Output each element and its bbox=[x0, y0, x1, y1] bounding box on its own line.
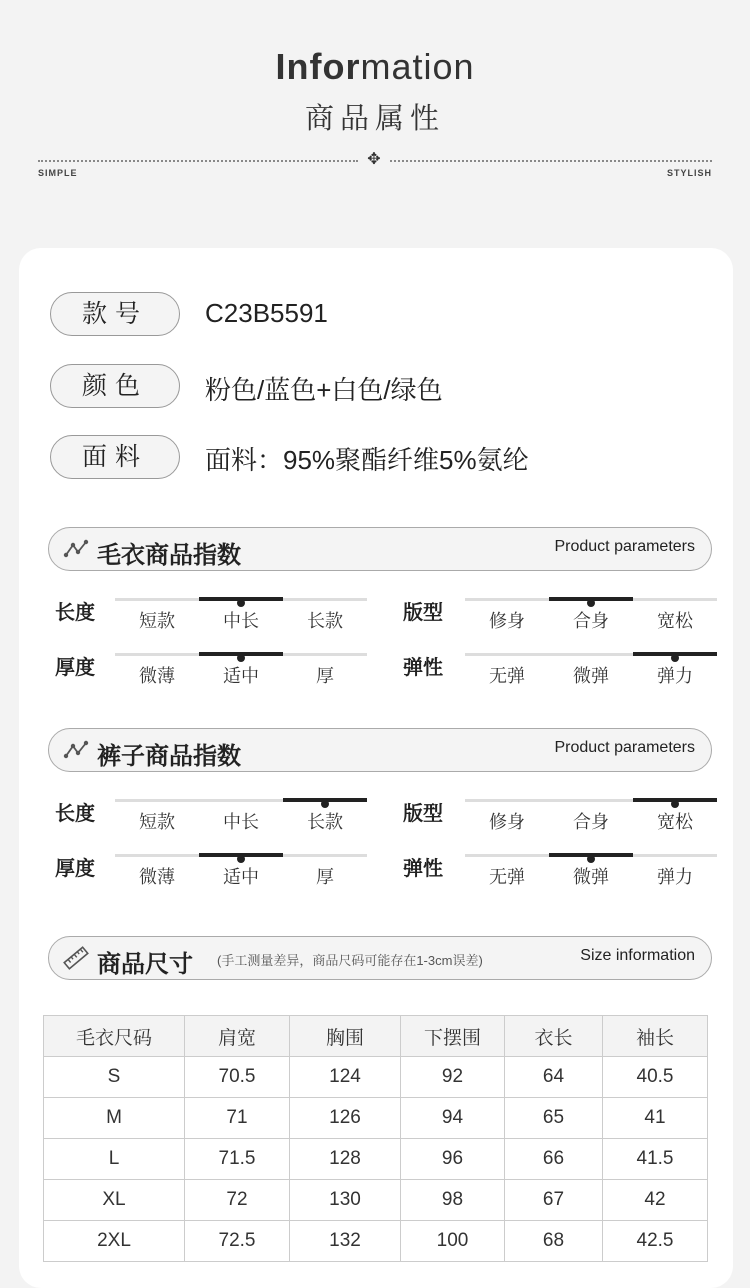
sweater-index-title: 毛衣商品指数 bbox=[97, 542, 241, 569]
color-value: 粉色/蓝色+白色/绿色 bbox=[205, 375, 443, 405]
table-cell: 94 bbox=[401, 1098, 505, 1139]
table-row bbox=[44, 1098, 708, 1139]
pants-thickness-label: 厚度 bbox=[55, 858, 95, 880]
scale-option: 合身 bbox=[573, 812, 609, 832]
table-cell: 66 bbox=[505, 1139, 603, 1180]
scale-option: 厚 bbox=[316, 867, 334, 887]
pants-length-label: 长度 bbox=[55, 803, 95, 825]
size-section-bar bbox=[48, 936, 712, 980]
table-header-cell: 毛衣尺码 bbox=[44, 1016, 185, 1057]
scale-option: 修身 bbox=[489, 611, 525, 631]
pants-thickness-scale bbox=[115, 854, 367, 887]
table-cell: 42.5 bbox=[603, 1221, 708, 1262]
table-cell: 130 bbox=[290, 1180, 401, 1221]
table-cell: S bbox=[44, 1057, 185, 1098]
table-cell: 128 bbox=[290, 1139, 401, 1180]
table-cell: M bbox=[44, 1098, 185, 1139]
table-cell: 42 bbox=[603, 1180, 708, 1221]
style-number-label: 款号 bbox=[50, 292, 180, 336]
pants-index-bar bbox=[48, 728, 712, 772]
table-cell: 72.5 bbox=[185, 1221, 290, 1262]
scale-option: 修身 bbox=[489, 812, 525, 832]
sweater-length-label: 长度 bbox=[55, 602, 95, 624]
sweater-fit-scale bbox=[465, 598, 717, 631]
scale-marker bbox=[321, 800, 329, 808]
scale-option: 中长 bbox=[223, 812, 259, 832]
table-cell: 67 bbox=[505, 1180, 603, 1221]
scale-option: 厚 bbox=[316, 666, 334, 686]
sweater-elasticity-scale bbox=[465, 653, 717, 686]
scale-marker bbox=[587, 599, 595, 607]
table-cell: 68 bbox=[505, 1221, 603, 1262]
pants-elasticity-label: 弹性 bbox=[403, 858, 443, 880]
table-cell: 96 bbox=[401, 1139, 505, 1180]
scale-option: 短款 bbox=[139, 812, 175, 832]
table-header-row bbox=[44, 1016, 708, 1057]
scale-marker bbox=[237, 855, 245, 863]
table-cell: 41 bbox=[603, 1098, 708, 1139]
pants-length-scale bbox=[115, 799, 367, 832]
table-cell: 100 bbox=[401, 1221, 505, 1262]
pants-elasticity-scale bbox=[465, 854, 717, 887]
table-header-cell: 袖长 bbox=[603, 1016, 708, 1057]
size-table bbox=[43, 1015, 708, 1262]
ruler-icon bbox=[63, 945, 89, 971]
table-cell: 65 bbox=[505, 1098, 603, 1139]
table-cell: 71.5 bbox=[185, 1139, 290, 1180]
sweater-fit-label: 版型 bbox=[403, 602, 443, 624]
title-en-bold: Infor bbox=[275, 46, 361, 87]
table-cell: 98 bbox=[401, 1180, 505, 1221]
table-cell: 64 bbox=[505, 1057, 603, 1098]
stylish-tag: STYLISH bbox=[666, 168, 712, 178]
sweater-length-scale bbox=[115, 598, 367, 631]
size-section-note: (手工测量差异，商品尺码可能存在1-3cm误差) bbox=[217, 953, 483, 968]
divider-left bbox=[38, 160, 358, 162]
sweater-thickness-label: 厚度 bbox=[55, 657, 95, 679]
table-cell: 41.5 bbox=[603, 1139, 708, 1180]
scale-option: 适中 bbox=[223, 666, 259, 686]
table-cell: L bbox=[44, 1139, 185, 1180]
sweater-index-bar bbox=[48, 527, 712, 571]
scale-option: 弹力 bbox=[657, 867, 693, 887]
size-section-title: 商品尺寸 bbox=[97, 951, 193, 978]
size-section-en: Size information bbox=[580, 947, 695, 964]
scale-option: 宽松 bbox=[657, 812, 693, 832]
table-cell: 126 bbox=[290, 1098, 401, 1139]
title-cn: 商品属性 bbox=[304, 103, 445, 135]
scale-option: 无弹 bbox=[489, 666, 525, 686]
table-cell: 71 bbox=[185, 1098, 290, 1139]
style-number-value: C23B5591 bbox=[205, 298, 328, 328]
trend-line-icon bbox=[63, 539, 89, 559]
scale-option: 短款 bbox=[139, 611, 175, 631]
scale-option: 长款 bbox=[307, 812, 343, 832]
scale-option: 微薄 bbox=[139, 867, 175, 887]
scale-option: 微弹 bbox=[573, 666, 609, 686]
scale-marker bbox=[587, 855, 595, 863]
table-row bbox=[44, 1139, 708, 1180]
scale-marker bbox=[671, 800, 679, 808]
divider-right bbox=[390, 160, 712, 162]
scale-option: 微薄 bbox=[139, 666, 175, 686]
table-header-cell: 胸围 bbox=[290, 1016, 401, 1057]
table-cell: 72 bbox=[185, 1180, 290, 1221]
sweater-elasticity-label: 弹性 bbox=[403, 657, 443, 679]
table-cell: 124 bbox=[290, 1057, 401, 1098]
title-en-light: mation bbox=[360, 46, 475, 87]
fabric-value: 面料：95%聚酯纤维5%氨纶 bbox=[205, 445, 529, 475]
table-cell: 2XL bbox=[44, 1221, 185, 1262]
scale-marker bbox=[671, 654, 679, 662]
scale-marker bbox=[237, 599, 245, 607]
pants-index-en: Product parameters bbox=[554, 739, 695, 756]
sweater-index-en: Product parameters bbox=[554, 538, 695, 555]
title-en bbox=[0, 46, 750, 88]
ornament-icon: ✥ bbox=[367, 151, 381, 168]
simple-tag: SIMPLE bbox=[38, 168, 78, 178]
scale-option: 中长 bbox=[223, 611, 259, 631]
pants-index-title: 裤子商品指数 bbox=[97, 743, 241, 770]
table-header-cell: 衣长 bbox=[505, 1016, 603, 1057]
color-label: 颜色 bbox=[50, 364, 180, 408]
table-header-cell: 肩宽 bbox=[185, 1016, 290, 1057]
table-cell: 70.5 bbox=[185, 1057, 290, 1098]
page-header bbox=[0, 0, 750, 240]
scale-option: 无弹 bbox=[489, 867, 525, 887]
table-cell: 40.5 bbox=[603, 1057, 708, 1098]
scale-option: 适中 bbox=[223, 867, 259, 887]
table-row bbox=[44, 1180, 708, 1221]
sweater-thickness-scale bbox=[115, 653, 367, 686]
scale-option: 宽松 bbox=[657, 611, 693, 631]
pants-fit-scale bbox=[465, 799, 717, 832]
scale-marker bbox=[237, 654, 245, 662]
table-cell: XL bbox=[44, 1180, 185, 1221]
fabric-label: 面料 bbox=[50, 435, 180, 479]
trend-line-icon bbox=[63, 740, 89, 760]
scale-option: 长款 bbox=[307, 611, 343, 631]
table-cell: 132 bbox=[290, 1221, 401, 1262]
scale-option: 合身 bbox=[573, 611, 609, 631]
scale-option: 微弹 bbox=[573, 867, 609, 887]
table-row bbox=[44, 1221, 708, 1262]
table-header-cell: 下摆围 bbox=[401, 1016, 505, 1057]
table-row bbox=[44, 1057, 708, 1098]
table-cell: 92 bbox=[401, 1057, 505, 1098]
pants-fit-label: 版型 bbox=[403, 803, 443, 825]
scale-option: 弹力 bbox=[657, 666, 693, 686]
